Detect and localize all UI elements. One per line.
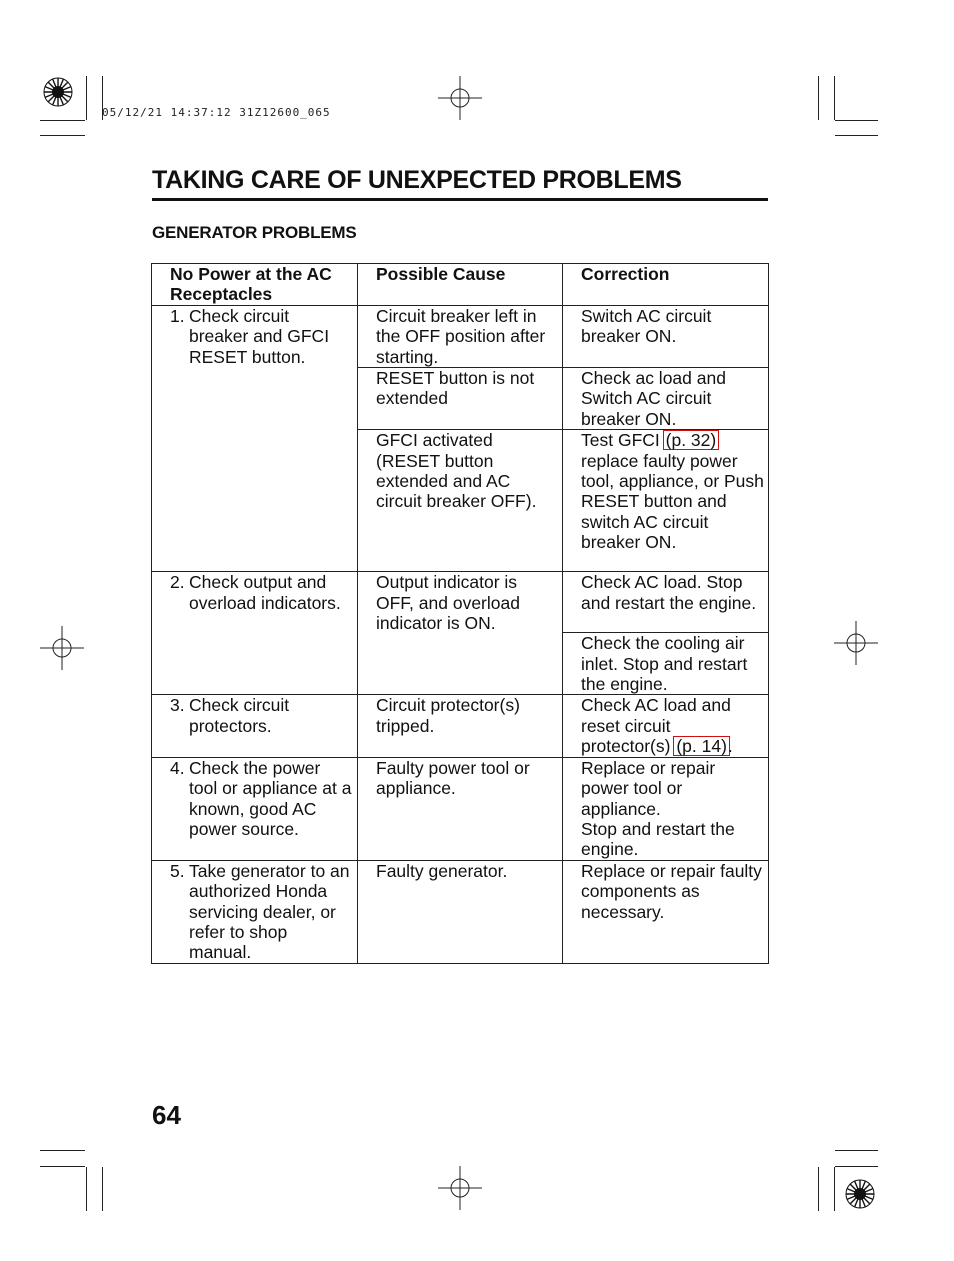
page-number: 64 xyxy=(152,1100,181,1130)
correction-cell: Check ac load and Switch AC circuit breaker ON. xyxy=(563,368,769,430)
column-header: Correction xyxy=(563,264,769,306)
starburst-mark-top-left xyxy=(43,77,73,107)
correction-cell: Check the cooling air inlet. Stop and restart the engine. xyxy=(563,633,769,695)
correction-text: replace faulty power tool, appliance, or Push RESET button and switch AC circuit breaker ON. xyxy=(581,450,764,553)
check-number: 4. xyxy=(170,757,185,778)
starburst-mark-bottom-right xyxy=(845,1179,875,1209)
page-reference-link[interactable]: (p. 14) xyxy=(673,736,730,756)
correction-cell xyxy=(563,430,769,572)
cause-cell: GFCI activated (RESET button extended and AC circuit breaker OFF). xyxy=(358,430,563,572)
page-title: TAKING CARE OF UNEXPECTED PROBLEMS xyxy=(152,166,682,194)
check-text: Check circuit breaker and GFCI RESET button. xyxy=(189,305,330,367)
check-number: 1. xyxy=(170,305,185,326)
check-cell xyxy=(152,860,358,963)
correction-cell: Check AC load. Stop and restart the engine. xyxy=(563,572,769,633)
check-cell xyxy=(152,572,358,695)
cause-cell: Faulty power tool or appliance. xyxy=(358,757,563,860)
cause-cell: Output indicator is OFF, and overload indicator is ON. xyxy=(358,572,563,695)
table-row xyxy=(152,757,769,860)
registration-mark-bottom xyxy=(438,1166,482,1210)
section-title: GENERATOR PROBLEMS xyxy=(152,223,357,242)
check-number: 3. xyxy=(170,695,185,716)
check-cell xyxy=(152,305,358,571)
column-header: No Power at the AC Receptacles xyxy=(152,264,358,306)
table-row xyxy=(152,860,769,963)
table-row xyxy=(152,572,769,633)
check-number: 2. xyxy=(170,572,185,593)
registration-mark-right xyxy=(834,621,878,665)
cause-cell: Circuit protector(s) tripped. xyxy=(358,695,563,757)
correction-cell: Replace or repair faulty components as necessary. xyxy=(563,860,769,963)
page-reference-link[interactable]: (p. 32) xyxy=(663,430,720,450)
check-text: Check the power tool or appliance at a known, good AC power source. xyxy=(189,757,352,839)
column-header: Possible Cause xyxy=(358,264,563,306)
check-cell xyxy=(152,757,358,860)
cause-cell: Circuit breaker left in the OFF position after starting. xyxy=(358,305,563,367)
correction-text: Check AC load and reset circuit protector(s) xyxy=(581,695,731,757)
table-header-row xyxy=(152,264,769,306)
correction-text: Stop and restart the engine. xyxy=(581,818,735,860)
check-cell xyxy=(152,695,358,757)
registration-mark-left xyxy=(40,626,84,670)
cause-cell: Faulty generator. xyxy=(358,860,563,963)
correction-text: Replace or repair power tool or appliance. xyxy=(581,757,716,819)
cause-cell: RESET button is not extended xyxy=(358,368,563,430)
table-row xyxy=(152,305,769,367)
title-divider xyxy=(152,198,768,201)
correction-cell xyxy=(563,757,769,860)
correction-cell: Switch AC circuit breaker ON. xyxy=(563,305,769,367)
correction-cell xyxy=(563,695,769,757)
registration-mark-top xyxy=(438,76,482,120)
correction-text: . xyxy=(727,736,733,757)
troubleshooting-table xyxy=(151,263,769,964)
print-timestamp: 05/12/21 14:37:12 31Z12600_065 xyxy=(102,106,331,119)
table-row xyxy=(152,695,769,757)
check-number: 5. xyxy=(170,860,185,881)
check-text: Check output and overload indicators. xyxy=(189,572,341,613)
correction-text: Test GFCI xyxy=(581,430,660,451)
check-text: Take generator to an authorized Honda servicing dealer, or refer to shop manual. xyxy=(189,860,350,963)
check-text: Check circuit protectors. xyxy=(189,695,290,736)
